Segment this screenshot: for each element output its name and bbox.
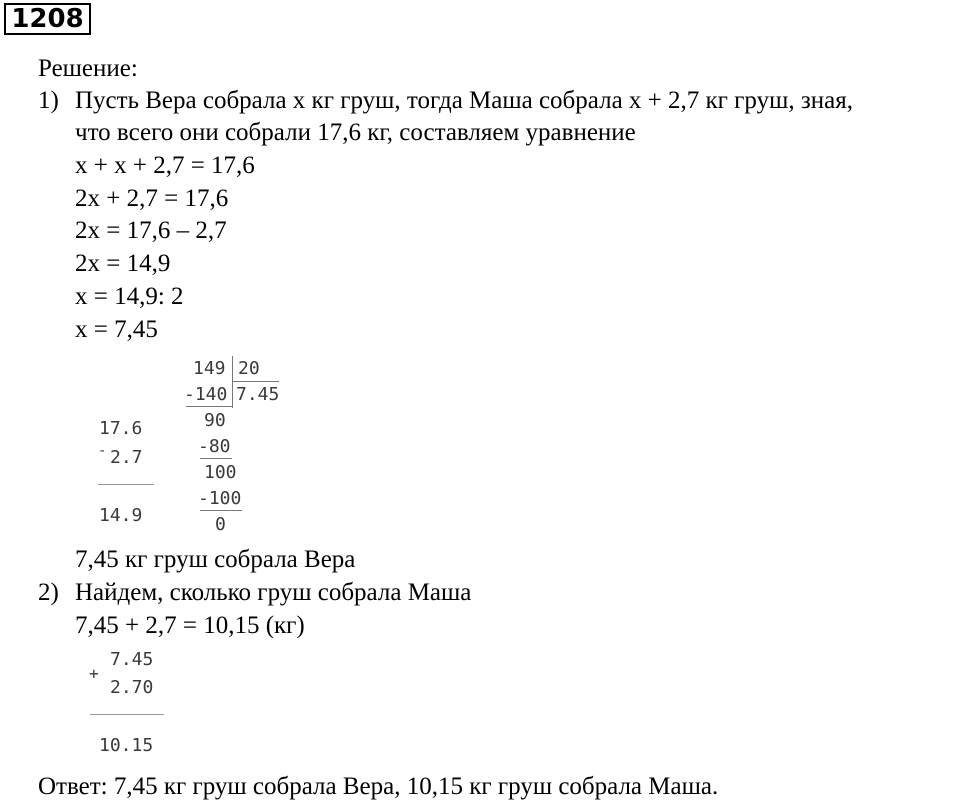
division-quotient: 7.45 (236, 384, 280, 405)
subtraction-underline (98, 484, 154, 485)
addition-underline (90, 714, 164, 715)
step1-marker: 1) (38, 87, 59, 114)
step2-text-line1: Найдем, сколько груш собрала Маша (75, 579, 472, 606)
step1-text-line1: Пусть Вера собрала х кг груш, тогда Маша собрала х + 2,7 кг груш, зная, (75, 87, 853, 114)
division-step: 100 (204, 462, 237, 483)
addition-result: 10.15 (99, 735, 154, 756)
answer-line: Ответ: 7,45 кг груш собрала Вера, 10,15 кг груш собрала Маша. (38, 773, 719, 800)
division-vertical-bar (232, 356, 233, 408)
step2-marker: 2) (38, 579, 59, 606)
division-divisor-underline (233, 381, 279, 382)
step1-conclusion: 7,45 кг груш собрала Вера (75, 546, 356, 573)
addition-addend2: 2.70 (110, 677, 154, 698)
division-step: -140 (184, 384, 228, 405)
equation-line: 2х = 17,6 – 2,7 (75, 217, 227, 244)
division-divisor: 20 (238, 358, 260, 379)
equation-line: х = 14,9: 2 (75, 283, 184, 310)
subtraction-minuend: 17.6 (99, 418, 143, 439)
minus-sign: - (98, 443, 107, 459)
division-underline (200, 510, 242, 511)
division-dividend: 149 (193, 358, 226, 379)
addition-addend1: 7.45 (110, 649, 154, 670)
division-step: -80 (198, 436, 231, 457)
division-underline (186, 406, 232, 407)
plus-sign: + (89, 664, 99, 683)
step1-text-line2: что всего они собрали 17,6 кг, составляем уравнение (75, 119, 636, 146)
subtraction-subtrahend: 2.7 (110, 447, 143, 468)
task-number-box: 1208 (4, 3, 91, 35)
subtraction-result: 14.9 (99, 505, 143, 526)
equation-line: х = 7,45 (75, 316, 158, 343)
equation-line: 2х = 14,9 (75, 250, 171, 277)
equation-line: х + х + 2,7 = 17,6 (75, 152, 255, 179)
division-step: 0 (215, 514, 226, 535)
equation-line: 2х + 2,7 = 17,6 (75, 185, 229, 212)
solution-heading: Решение: (38, 55, 138, 82)
division-underline (200, 458, 232, 459)
division-step: 90 (204, 410, 226, 431)
division-step: -100 (198, 488, 242, 509)
step2-equation: 7,45 + 2,7 = 10,15 (кг) (75, 612, 305, 639)
